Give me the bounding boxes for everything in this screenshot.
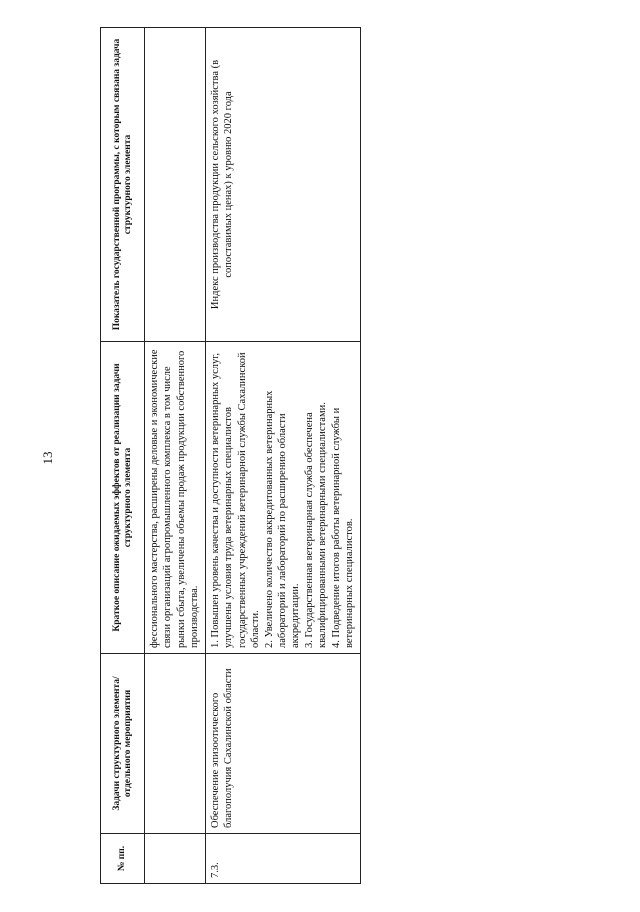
cell-indicator [145,28,206,342]
program-table [100,27,361,884]
page-number: 13 [40,451,55,465]
cell-indicator: Индекс производства продукции сельского хозяйства (в сопоставимых ценах) к уровню 2020 года [205,28,360,342]
table-header-row [101,28,145,884]
cell-effects [205,342,360,654]
effect-item-4: 4. Подведение итогов работы ветеринарной службы и ветеринарных специалистов. [330,407,356,648]
program-table-wrapper [100,28,356,884]
cell-effects [145,342,206,654]
cell-task: Обеспечение эпизоотического благополучия Сахалинской области [205,654,360,834]
header-effects: Краткое описание ожидаемых эффектов от реализации задачи структурного элемента [101,342,145,654]
header-indicator: Показатель государственной программы, с которым связана задача структурного элемента [101,28,145,342]
cell-task [145,654,206,834]
header-num: № пп. [101,834,145,884]
effect-item-3: 3. Государственная ветеринарная служба обеспечена квалифицированными ветеринарными специалистами. [303,402,329,648]
effect-item-2: 2. Увеличено количество аккредитованных ветеринарных лабораторий и лабораторий по расширению области аккредитации. [263,390,302,648]
table-row [205,28,360,884]
header-task: Задачи структурного элемента/отдельного мероприятия [101,654,145,834]
cell-num: 7.3. [205,834,360,884]
cell-num [145,834,206,884]
table-row [145,28,206,884]
effect-text: фессионального мастерства, расширены деловые и экономические связи организаций агропромышленного комплекса в том числе рынки сбыта, увеличены объемы продаж продукции собственного производства. [149,349,201,648]
effect-item-1: 1. Повышен уровень качества и доступности ветеринарных услуг, улучшены условия труда ветеринарных специалистов государственных учреждений ветеринарной службы Сахалинской области. [209,352,262,648]
